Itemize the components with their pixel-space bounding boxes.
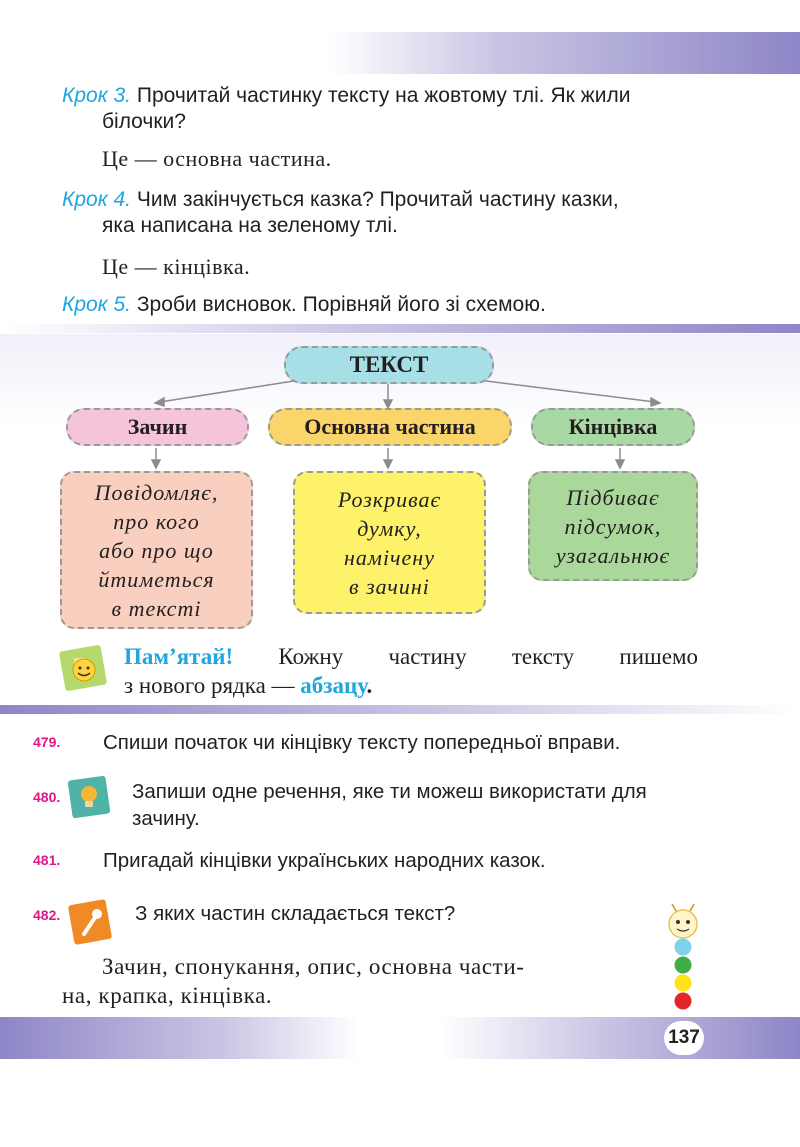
- task-482-answer-line-1: Зачин, спонукання, опис, основна части-: [102, 954, 525, 979]
- remember-term: абзацу: [300, 673, 367, 698]
- part-title-main: Основна частина: [268, 408, 512, 446]
- part-desc-beginning: [60, 471, 253, 629]
- step-label: Крок 3.: [62, 84, 131, 107]
- answer-ending: Це — кінцівка.: [102, 254, 251, 279]
- desc-line: в зачині: [349, 573, 430, 599]
- remember-text: Кожну частину тексту пишемо: [278, 644, 699, 669]
- task-482-text: З яких частин складається текст?: [135, 902, 456, 925]
- section-divider: [0, 705, 800, 714]
- task-number: 481.: [33, 852, 61, 868]
- scheme-root: ТЕКСТ: [284, 346, 494, 384]
- desc-line: йтиметься: [98, 566, 215, 592]
- remember-line-2: [124, 671, 372, 700]
- desc-line: в тексті: [111, 595, 202, 621]
- microphone-icon: [66, 898, 116, 948]
- part-desc-main: [293, 471, 486, 614]
- desc-line: намічену: [343, 544, 435, 570]
- lightbulb-icon: [66, 774, 114, 822]
- remember-line-1: [124, 642, 698, 671]
- task-481-text: Пригадай кінцівки українських народних казок.: [103, 849, 546, 872]
- desc-line: Підбиває: [566, 484, 660, 510]
- part-desc-ending: [528, 471, 698, 581]
- step-text-continued: яка написана на зеленому тлі.: [102, 214, 398, 237]
- sticky-note-smiley-icon: [58, 642, 114, 694]
- desc-line: про кого: [113, 508, 200, 534]
- remember-label: Пам’ятай!: [124, 644, 234, 669]
- desc-line: підсумок,: [564, 513, 662, 539]
- desc-line: Повідомляє,: [94, 479, 219, 505]
- step-text: Зроби висновок. Порівняй його зі схемою.: [136, 293, 546, 316]
- desc-line: думку,: [357, 515, 422, 541]
- step-4: [62, 186, 619, 214]
- step-text: Прочитай частинку тексту на жовтому тлі. Як жили: [136, 84, 631, 107]
- page-number: 137: [664, 1021, 704, 1055]
- remember-text: з нового рядка —: [124, 673, 295, 698]
- part-title-beginning: Зачин: [66, 408, 249, 446]
- task-480-text-continued: зачину.: [132, 807, 200, 830]
- step-text-continued: білочки?: [102, 110, 186, 133]
- task-number: 482.: [33, 907, 61, 923]
- desc-line: Розкриває: [337, 486, 442, 512]
- step-label: Крок 4.: [62, 188, 131, 211]
- step-label: Крок 5.: [62, 293, 131, 316]
- task-number: 480.: [33, 789, 61, 805]
- step-text: Чим закінчується казка? Прочитай частину казки,: [136, 188, 619, 211]
- desc-line: або про що: [99, 537, 214, 563]
- step-5: [62, 291, 546, 319]
- task-number: 479.: [33, 734, 61, 750]
- answer-main-part: Це — основна частина.: [102, 146, 332, 171]
- part-title-ending: Кінцівка: [531, 408, 695, 446]
- task-480-text: Запиши одне речення, яке ти можеш використати для: [132, 780, 647, 803]
- step-3: [62, 82, 630, 110]
- task-479-text: Спиши початок чи кінцівку тексту попередньої вправи.: [103, 731, 621, 754]
- header-bar: [330, 32, 800, 74]
- task-482-answer-line-2: на, крапка, кінцівка.: [62, 983, 273, 1008]
- caterpillar-icon: [660, 902, 706, 1014]
- remember-end: .: [366, 673, 373, 698]
- desc-line: узагальнює: [555, 542, 671, 568]
